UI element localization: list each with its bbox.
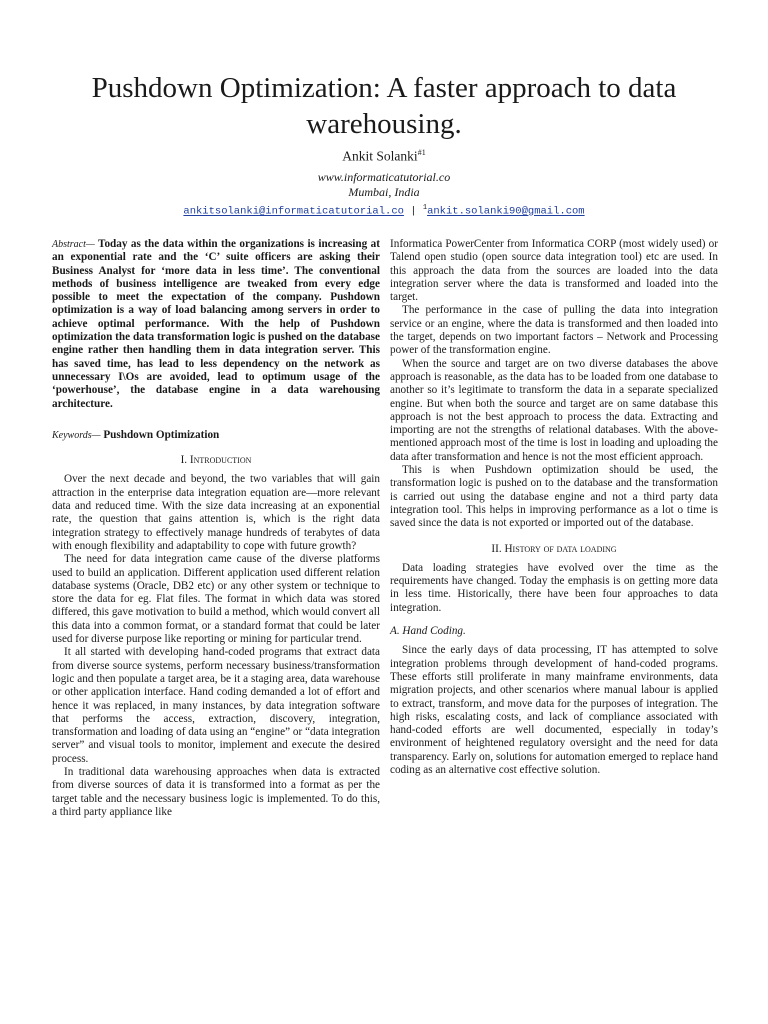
email-superscript: 1 [422, 204, 428, 212]
abstract-text: Today as the data within the organizations is increasing at an exponential rate and the ‘C’ suite officers are asking their Business Analyst for ‘more data in less time’. The conventional methods of business intelligence are tweaked from every edge possible to meet the expectation of the company. Pushdown optimization is a way of load balancing among servers in order to achieve optimal performance. With the help of Pushdown optimization the data transformation logic is pushed on the database engine rather then handling them in data integration server. This has saved time, has lead to less dependency on the network as unnecessary I\Os are avoided, lead to optimum usage of the ‘powerhouse’, the database engine in a data warehousing architecture. [52, 238, 380, 410]
body-paragraph: Informatica PowerCenter from Informatica CORP (most widely used) or Talend open studio (open source data integration tool) etc are used. In this approach the data from the sources are loaded into the data integration server where the data is transformed and loaded into the target. [390, 238, 718, 304]
keywords [52, 429, 380, 442]
intro-paragraph: It all started with developing hand-coded programs that extract data from diverse source systems, perform necessary business/transformation logic and then populate a target area, be it a staging area, data warehouse or other application interface. Hand coding demanded a lot of effort and hence it was replaced, in many instances, by data integration software that performs the access, extraction, discovery, integration, transformation and loading of data using an “engine” or “data integration server” and visual tools to monitor, implement and execute the desired process. [52, 646, 380, 765]
body-paragraph: When the source and target are on two diverse databases the above approach is reasonable, as the data has to be loaded from one database to another so it’s legitimate to transform the data in a separate specialized engine. But when both the source and target are on same database this approach is not the best approach to process the data. Extracting and importing are not the strengths of relational databases. With the above-mentioned approach most of the time is lost in loading and uploading the data after transformation and hence is not the most efficient approach. [390, 357, 718, 463]
section-heading-history: II. History of data loading [491, 542, 617, 555]
intro-paragraph: Over the next decade and beyond, the two variables that will gain attraction in the enterprise data integration equation are—more relevant data and reduced time. With the size data increasing at an exponential rate, the question that gains attention is, which is the right data integration strategy to effectively manage hundreds of terabytes of data with enough flexibility and adaptability to cope with future growth? [52, 473, 380, 552]
history-paragraph: Data loading strategies have evolved over the time as the requirements have changed. Today the emphasis is on getting more data in less time. Historically, there have been four approaches to data integration. [390, 561, 718, 614]
email-separator: | [410, 205, 417, 218]
body-paragraph: The performance in the case of pulling the data into integration service or an engine, where the data is transformed and then loaded into the target, depends on two important factors – Network and Processing power of the transformation engine. [390, 304, 718, 357]
email-link-secondary[interactable]: ankit.solanki90@gmail.com [427, 205, 585, 218]
keywords-label: Keywords— [52, 429, 101, 441]
author-name: Ankit Solanki [342, 148, 418, 164]
keywords-text: Pushdown Optimization [103, 428, 220, 441]
hand-coding-paragraph: Since the early days of data processing, IT has attempted to solve integration problems through development of hand-coded programs. These efforts still proliferate in many mainframe environments, data migration projects, and other scenarios where manual labour is applied to extract, transform, and move data for the purposes of integration. The high risks, escalating costs, and lack of compliance associated with hand-coded efforts are well documented, especially in today’s environment of heightened regulatory oversight and the need for data transparency. Early on, solutions for automation emerged to replace hand coding as an alternative cost effective solution. [390, 644, 718, 776]
subsection-heading-hand-coding: A. Hand Coding. [390, 625, 466, 638]
intro-paragraph: The need for data integration came cause of the diverse platforms used to build an application. Different application used different relation database systems (Oracle, DB2 etc) or any other system or technique to store the data for eg. Flat files. The format in which data was stored differed, this gave motivation to build a method, which would convert all this data into a common format, or a standard format that could be later used for diverse purpose like reporting or mining for particular trend. [52, 553, 380, 646]
body-paragraph: This is when Pushdown optimization should be used, the transformation logic is pushed on to the database and the transformation is carried out using the database engine and not a third party data integration tool. This helps in improving performance as a lot o time is saved since the data is not exported or imported out of the database. [390, 464, 718, 530]
author-superscript: #1 [417, 148, 426, 157]
affiliation [0, 170, 768, 200]
right-column [390, 238, 718, 777]
affiliation-location: Mumbai, India [348, 185, 420, 199]
abstract-label: Abstract— [52, 239, 95, 250]
left-column [52, 238, 380, 819]
section-heading-introduction: I. Introduction [180, 454, 252, 467]
paper-title: Pushdown Optimization: A faster approach to data warehousing. [91, 72, 677, 140]
abstract [52, 238, 380, 411]
intro-paragraph: In traditional data warehousing approaches when data is extracted from diverse sources of data it is transformed into a format as per the target table and the necessary business logic is implemented. To do this, a third party appliance like [52, 765, 380, 818]
email-link-primary[interactable]: ankitsolanki@informaticatutorial.co [183, 205, 404, 218]
author-line [0, 148, 768, 165]
affiliation-website: www.informaticatutorial.co [317, 170, 451, 184]
email-line [0, 204, 768, 218]
